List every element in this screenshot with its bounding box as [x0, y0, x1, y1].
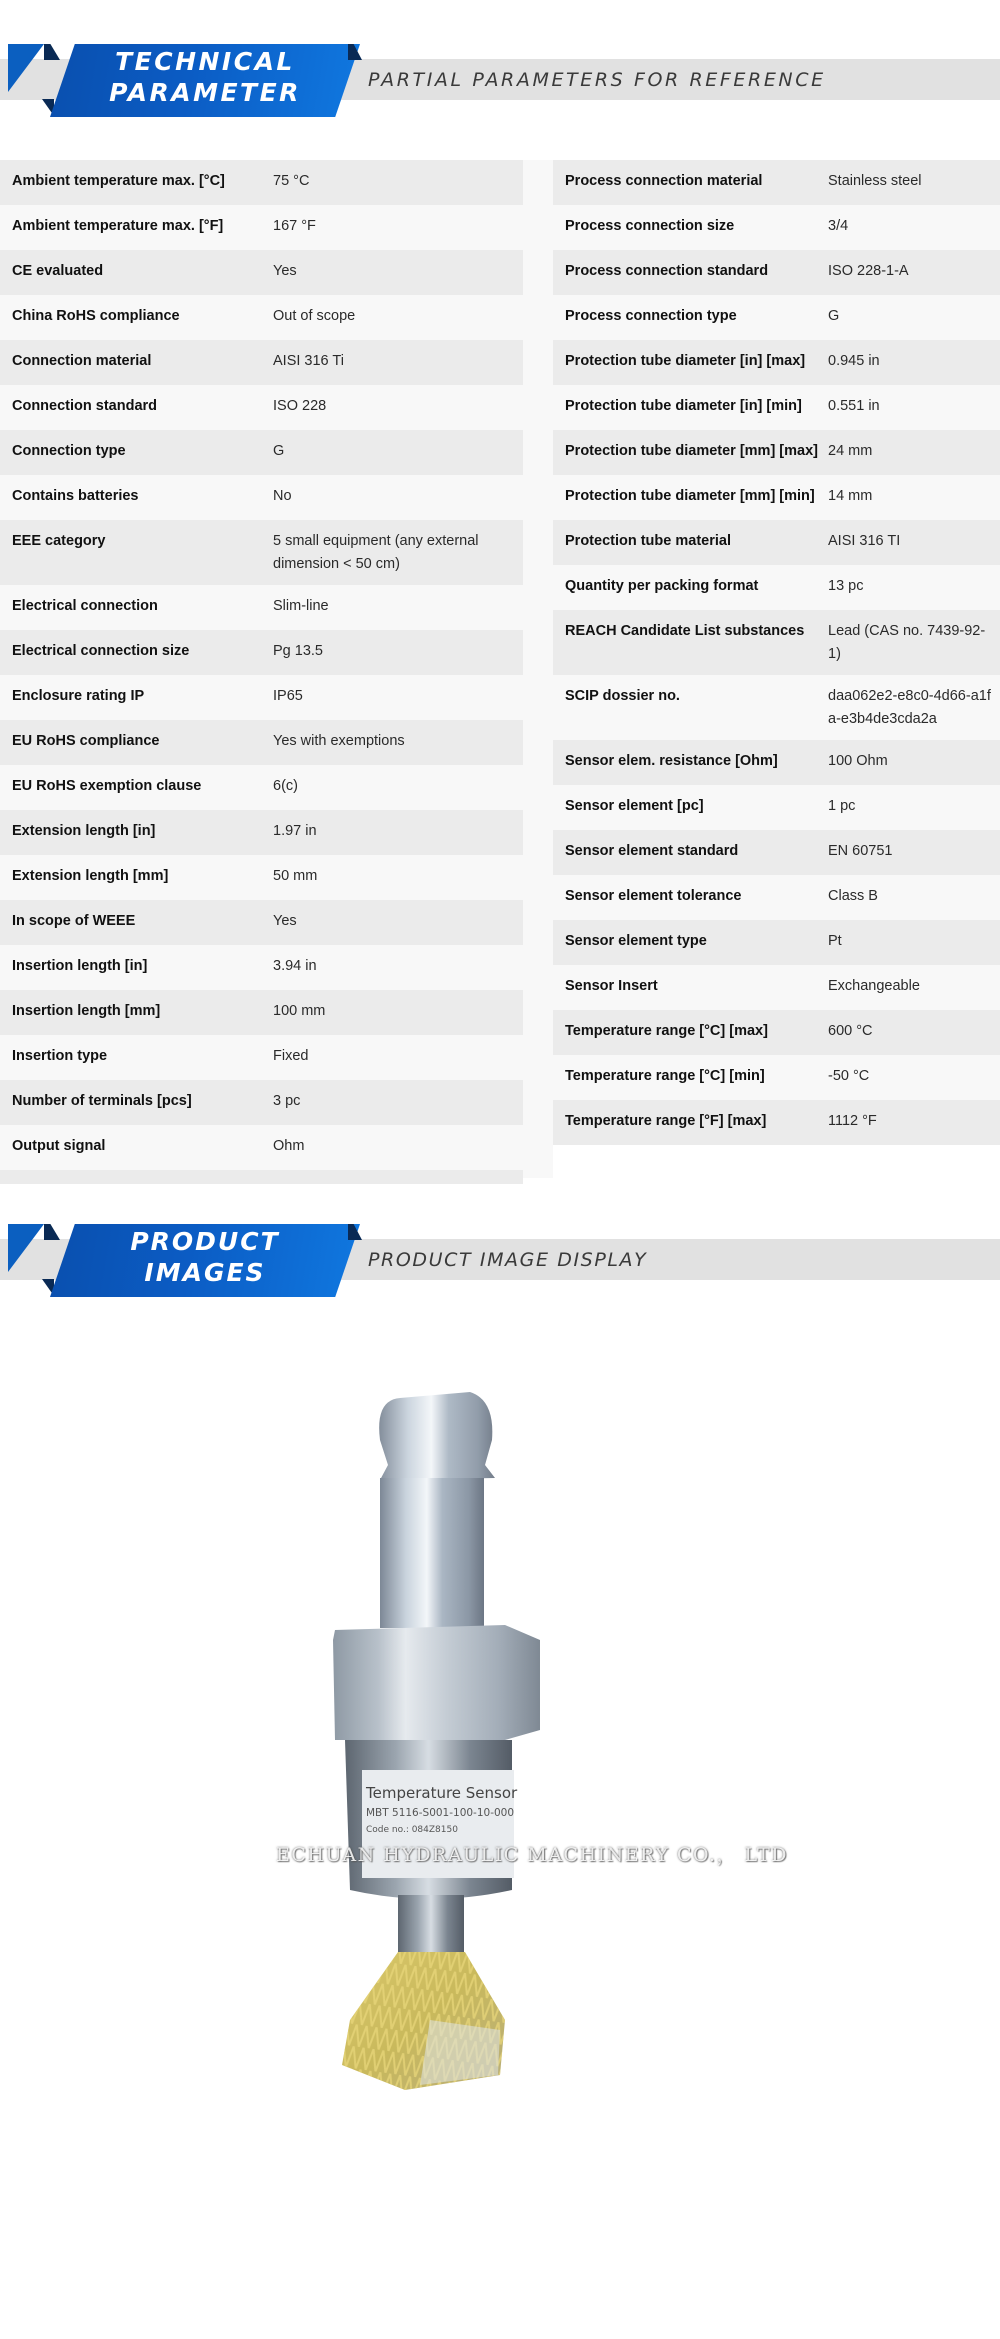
param-label: In scope of WEEE — [12, 913, 136, 929]
param-row — [0, 810, 523, 855]
parameter-table-right — [553, 160, 1000, 1145]
param-value: 600 °C — [828, 1023, 873, 1039]
param-value: 3 pc — [273, 1093, 301, 1109]
section-subtitle: PARTIAL PARAMETERS FOR REFERENCE — [368, 69, 826, 91]
param-value: 3.94 in — [273, 958, 317, 974]
param-row — [0, 385, 523, 430]
param-label: Temperature range [°F] [max] — [565, 1113, 767, 1129]
param-label: EU RoHS exemption clause — [12, 778, 202, 794]
param-value: Yes — [273, 263, 297, 279]
param-label: Protection tube diameter [mm] [min] — [565, 488, 815, 504]
param-value: 1112 °F — [828, 1113, 877, 1129]
section-subtitle: PRODUCT IMAGE DISPLAY — [368, 1249, 648, 1271]
ribbon-fold-left — [8, 1224, 44, 1272]
param-label: Process connection material — [565, 173, 763, 189]
technical-parameter-banner — [0, 42, 1000, 118]
param-value: Out of scope — [273, 308, 356, 324]
param-row — [553, 340, 1000, 385]
param-row — [553, 295, 1000, 340]
param-row — [0, 900, 523, 945]
param-label: Sensor elem. resistance [Ohm] — [565, 753, 778, 769]
label-model: MBT 5116-S001-100-10-000 — [366, 1807, 515, 1819]
param-label: Protection tube diameter [in] [min] — [565, 398, 802, 414]
param-value: 14 mm — [828, 488, 873, 504]
param-row — [553, 965, 1000, 1010]
param-row — [0, 1080, 523, 1125]
section-title-line2: PARAMETER — [109, 78, 301, 107]
param-value: Slim-line — [273, 598, 329, 614]
param-value: Fixed — [273, 1048, 309, 1064]
param-label: Electrical connection size — [12, 643, 190, 659]
param-row — [553, 205, 1000, 250]
param-value: 3/4 — [828, 218, 849, 234]
param-value: daa062e2-e8c0-4d66-a1fa-e3b4de3cda2a — [828, 688, 991, 727]
label-code: Code no.: 084Z8150 — [366, 1825, 458, 1835]
param-row — [553, 740, 1000, 785]
param-label: China RoHS compliance — [12, 308, 180, 324]
param-label: Extension length [mm] — [12, 868, 169, 884]
param-value: 75 °C — [273, 173, 310, 189]
temperature-sensor-photo — [0, 1330, 1000, 2130]
param-row — [0, 765, 523, 810]
param-row — [0, 630, 523, 675]
param-value: G — [273, 443, 285, 459]
param-label: Insertion length [mm] — [12, 1003, 161, 1019]
param-value: Stainless steel — [828, 173, 922, 189]
param-label: Number of terminals [pcs] — [12, 1093, 192, 1109]
section-title — [60, 46, 350, 108]
param-label: Ambient temperature max. [°C] — [12, 173, 225, 189]
param-value: Yes — [273, 913, 297, 929]
product-images-banner — [0, 1222, 1000, 1298]
product-image-display — [0, 1330, 1000, 2339]
param-row — [553, 785, 1000, 830]
param-value: IP65 — [273, 688, 303, 704]
param-label: Quantity per packing format — [565, 578, 759, 594]
param-value: Ohm — [273, 1138, 305, 1154]
param-row — [0, 720, 523, 765]
param-row — [0, 675, 523, 720]
param-label: Extension length [in] — [12, 823, 156, 839]
param-row — [0, 520, 523, 585]
param-value: ISO 228-1-A — [828, 263, 909, 279]
section-title-line2: IMAGES — [144, 1258, 266, 1287]
param-label: Sensor element standard — [565, 843, 739, 859]
param-label: Protection tube diameter [mm] [max] — [565, 443, 818, 459]
param-value: 5 small equipment (any external dimension < 50 cm) — [273, 533, 479, 572]
param-value: 6(c) — [273, 778, 298, 794]
ribbon-fold-shadow — [44, 44, 60, 60]
param-row — [0, 295, 523, 340]
param-label: Contains batteries — [12, 488, 139, 504]
param-label: SCIP dossier no. — [565, 688, 680, 704]
param-value: 100 mm — [273, 1003, 326, 1019]
param-value: ISO 228 — [273, 398, 327, 414]
param-value: 24 mm — [828, 443, 873, 459]
param-label: Sensor element type — [565, 933, 707, 949]
param-label: Connection standard — [12, 398, 158, 414]
param-value: Pt — [828, 933, 842, 949]
param-value: 100 Ohm — [828, 753, 888, 769]
param-label: REACH Candidate List substances — [565, 623, 805, 639]
param-label: Process connection type — [565, 308, 737, 324]
parameter-table-left — [0, 160, 523, 1184]
param-row — [0, 205, 523, 250]
param-value: 0.945 in — [828, 353, 880, 369]
param-row — [0, 1125, 523, 1170]
param-value: No — [273, 488, 292, 504]
param-value: AISI 316 TI — [828, 533, 901, 549]
param-row — [0, 990, 523, 1035]
param-value: Class B — [828, 888, 878, 904]
param-value: 167 °F — [273, 218, 316, 234]
param-row — [0, 475, 523, 520]
param-label: Protection tube material — [565, 533, 731, 549]
param-value: Exchangeable — [828, 978, 920, 994]
section-title-line1: TECHNICAL — [115, 47, 295, 76]
param-label: Process connection size — [565, 218, 735, 234]
param-row — [553, 875, 1000, 920]
table-end-spacer — [0, 1170, 523, 1184]
param-row — [553, 160, 1000, 205]
section-title — [60, 1226, 350, 1288]
param-value: 13 pc — [828, 578, 864, 594]
label-title: Temperature Sensor — [366, 1784, 518, 1802]
param-row — [0, 585, 523, 630]
param-value: 1.97 in — [273, 823, 317, 839]
param-label: Temperature range [°C] [min] — [565, 1068, 765, 1084]
param-row — [553, 1055, 1000, 1100]
param-label: Output signal — [12, 1138, 106, 1154]
param-row — [0, 250, 523, 295]
param-value: 1 pc — [828, 798, 856, 814]
param-row — [553, 385, 1000, 430]
param-label: Protection tube diameter [in] [max] — [565, 353, 806, 369]
param-row — [0, 430, 523, 475]
param-row — [553, 1010, 1000, 1055]
column-gap — [523, 160, 553, 1178]
param-label: Electrical connection — [12, 598, 158, 614]
param-label: Process connection standard — [565, 263, 769, 279]
param-label: EEE category — [12, 533, 106, 549]
param-value: AISI 316 Ti — [273, 353, 344, 369]
param-value: EN 60751 — [828, 843, 893, 859]
param-value: 0.551 in — [828, 398, 880, 414]
param-row — [553, 675, 1000, 740]
param-label: CE evaluated — [12, 263, 104, 279]
param-row — [0, 855, 523, 900]
param-row — [553, 830, 1000, 875]
param-label: Connection type — [12, 443, 126, 459]
param-row — [553, 250, 1000, 295]
param-row — [0, 160, 523, 205]
ribbon-fold-left — [8, 44, 44, 92]
ribbon-fold-shadow — [44, 1224, 60, 1240]
param-label: Ambient temperature max. [°F] — [12, 218, 224, 234]
param-value: Lead (CAS no. 7439-92-1) — [828, 623, 986, 662]
param-label: Connection material — [12, 353, 152, 369]
param-row — [553, 1100, 1000, 1145]
param-row — [553, 475, 1000, 520]
company-watermark: ECHUAN HYDRAULIC MACHINERY CO.， LTD — [276, 1844, 789, 1866]
param-row — [0, 945, 523, 990]
param-row — [553, 565, 1000, 610]
param-value: G — [828, 308, 840, 324]
param-label: Sensor element tolerance — [565, 888, 742, 904]
param-label: Insertion type — [12, 1048, 108, 1064]
param-row — [553, 920, 1000, 965]
param-value: -50 °C — [828, 1068, 870, 1084]
param-row — [553, 520, 1000, 565]
param-row — [553, 610, 1000, 675]
param-label: Enclosure rating IP — [12, 688, 145, 704]
param-label: EU RoHS compliance — [12, 733, 160, 749]
param-value: Yes with exemptions — [273, 733, 405, 749]
param-row — [0, 340, 523, 385]
param-value: 50 mm — [273, 868, 318, 884]
section-title-line1: PRODUCT — [130, 1227, 280, 1256]
param-value: Pg 13.5 — [273, 643, 323, 659]
param-label: Sensor Insert — [565, 978, 658, 994]
param-label: Insertion length [in] — [12, 958, 148, 974]
param-label: Temperature range [°C] [max] — [565, 1023, 768, 1039]
param-row — [0, 1035, 523, 1080]
param-label: Sensor element [pc] — [565, 798, 704, 814]
param-row — [553, 430, 1000, 475]
